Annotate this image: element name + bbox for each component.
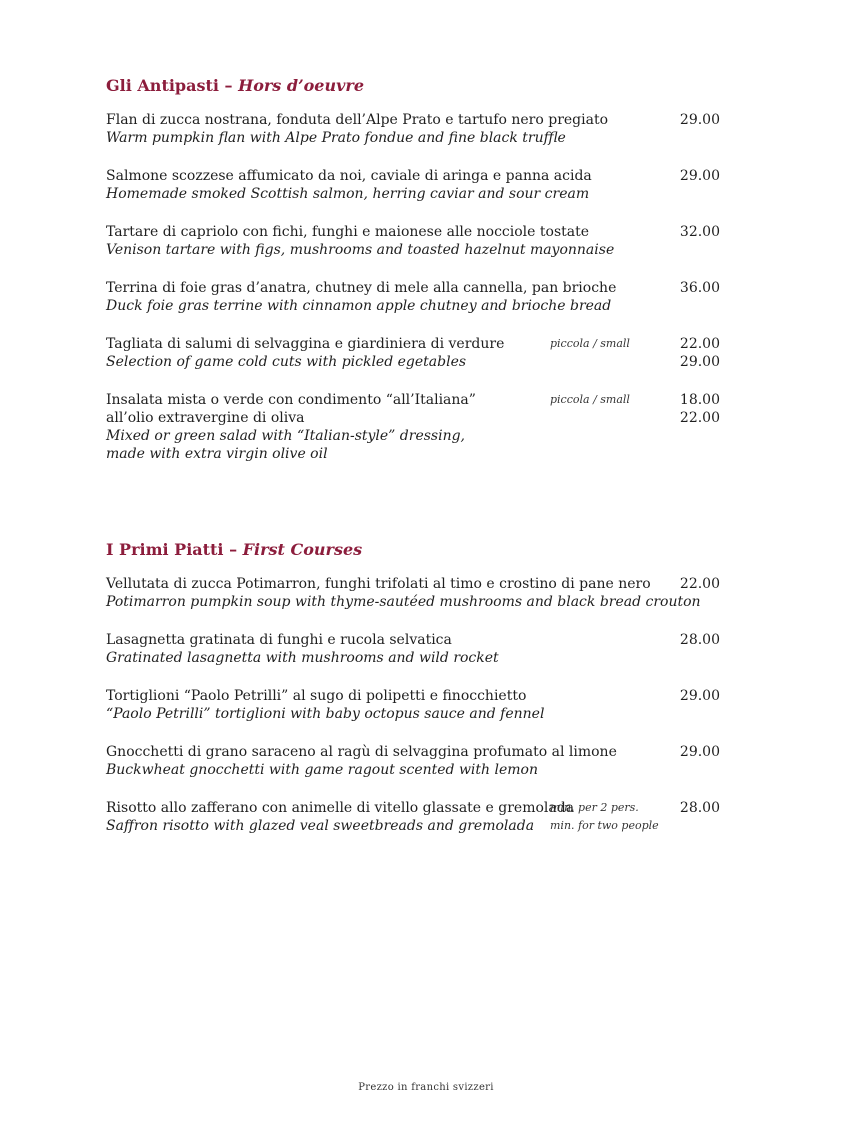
price-regular: 22.00: [679, 410, 720, 426]
menu-item: [106, 391, 726, 463]
section-title-en: Hors d’oeuvre: [238, 76, 365, 95]
dish-name-it: Tartare di capriolo con fichi, funghi e maionese alle nocciole tostate: [106, 224, 590, 240]
dish-name-en: Saffron risotto with glazed veal sweetbreads and gremolada: [106, 818, 535, 834]
menu-item: [106, 167, 726, 203]
dish-name-en: Homemade smoked Scottish salmon, herring caviar and sour cream: [106, 186, 590, 202]
dish-name-it: Salmone scozzese affumicato da noi, caviale di aringa e panna acida: [106, 168, 592, 184]
portion-note: piccola / small: [550, 337, 630, 350]
price: 22.00: [679, 576, 720, 592]
menu-item: [106, 743, 726, 779]
dish-name-it: Terrina di foie gras d’anatra, chutney di mele alla cannella, pan brioche: [106, 280, 617, 296]
menu-item: [106, 687, 726, 723]
menu-item: [106, 223, 726, 259]
menu-item: [106, 631, 726, 667]
price: 28.00: [679, 800, 720, 816]
section-primi-piatti: [106, 540, 726, 855]
section-title-separator: –: [223, 540, 243, 559]
min-order-note-en: min. for two people: [550, 819, 659, 832]
dish-name-it: Risotto allo zafferano con animelle di vitello glassate e gremolada: [106, 800, 575, 816]
dish-name-en: Warm pumpkin flan with Alpe Prato fondue and fine black truffle: [106, 130, 566, 146]
section-title-it: Gli Antipasti: [106, 76, 219, 95]
min-order-note-it: min. per 2 pers.: [550, 801, 639, 814]
dish-name-en: Potimarron pumpkin soup with thyme-sautéed mushrooms and black bread crouton: [106, 594, 701, 610]
section-title: [106, 540, 726, 559]
dish-name-it-line2: all’olio extravergine di oliva: [106, 410, 305, 426]
dish-name-it: Flan di zucca nostrana, fonduta dell’Alpe Prato e tartufo nero pregiato: [106, 112, 609, 128]
dish-name-en: Selection of game cold cuts with pickled egetables: [106, 354, 467, 370]
menu-items: [106, 575, 726, 835]
menu-item: [106, 111, 726, 147]
menu-item: [106, 799, 726, 835]
dish-name-en: “Paolo Petrilli” tortiglioni with baby octopus sauce and fennel: [106, 706, 545, 722]
price: 28.00: [679, 632, 720, 648]
section-title-separator: –: [218, 76, 239, 95]
menu-item: [106, 575, 726, 611]
section-antipasti: [106, 76, 726, 483]
price: 29.00: [679, 168, 720, 184]
section-title-en: First Courses: [242, 540, 363, 559]
dish-name-en: Venison tartare with figs, mushrooms and toasted hazelnut mayonnaise: [106, 242, 615, 258]
dish-name-en: Mixed or green salad with “Italian-style” dressing,: [106, 428, 466, 444]
portion-note: piccola / small: [550, 393, 630, 406]
menu-item: [106, 279, 726, 315]
price-small: 18.00: [679, 392, 720, 408]
dish-name-en: Buckwheat gnocchetti with game ragout scented with lemon: [106, 762, 538, 778]
price: 29.00: [679, 744, 720, 760]
dish-name-en: Gratinated lasagnetta with mushrooms and wild rocket: [106, 650, 499, 666]
menu-item: [106, 335, 726, 371]
price: 36.00: [679, 280, 720, 296]
dish-name-en: Duck foie gras terrine with cinnamon apple chutney and brioche bread: [106, 298, 612, 314]
price: 32.00: [679, 224, 720, 240]
dish-name-it: Tortiglioni “Paolo Petrilli” al sugo di polipetti e finocchietto: [106, 688, 527, 704]
price: 29.00: [679, 688, 720, 704]
price-regular: 29.00: [679, 354, 720, 370]
dish-name-it: Lasagnetta gratinata di funghi e rucola selvatica: [106, 632, 452, 648]
section-title-it: I Primi Piatti: [106, 540, 224, 559]
dish-name-it: Insalata mista o verde con condimento “all’Italiana”: [106, 392, 476, 408]
price-small: 22.00: [679, 336, 720, 352]
dish-name-it: Vellutata di zucca Potimarron, funghi trifolati al timo e crostino di pane nero: [106, 576, 651, 592]
dish-name-it: Tagliata di salumi di selvaggina e giardiniera di verdure: [106, 336, 505, 352]
dish-name-it: Gnocchetti di grano saraceno al ragù di selvaggina profumato al limone: [106, 744, 617, 760]
dish-name-en-line2: made with extra virgin olive oil: [106, 446, 328, 462]
currency-footer: Prezzo in franchi svizzeri: [358, 1082, 494, 1093]
price: 29.00: [679, 112, 720, 128]
menu-items: [106, 111, 726, 463]
section-title: [106, 76, 726, 95]
